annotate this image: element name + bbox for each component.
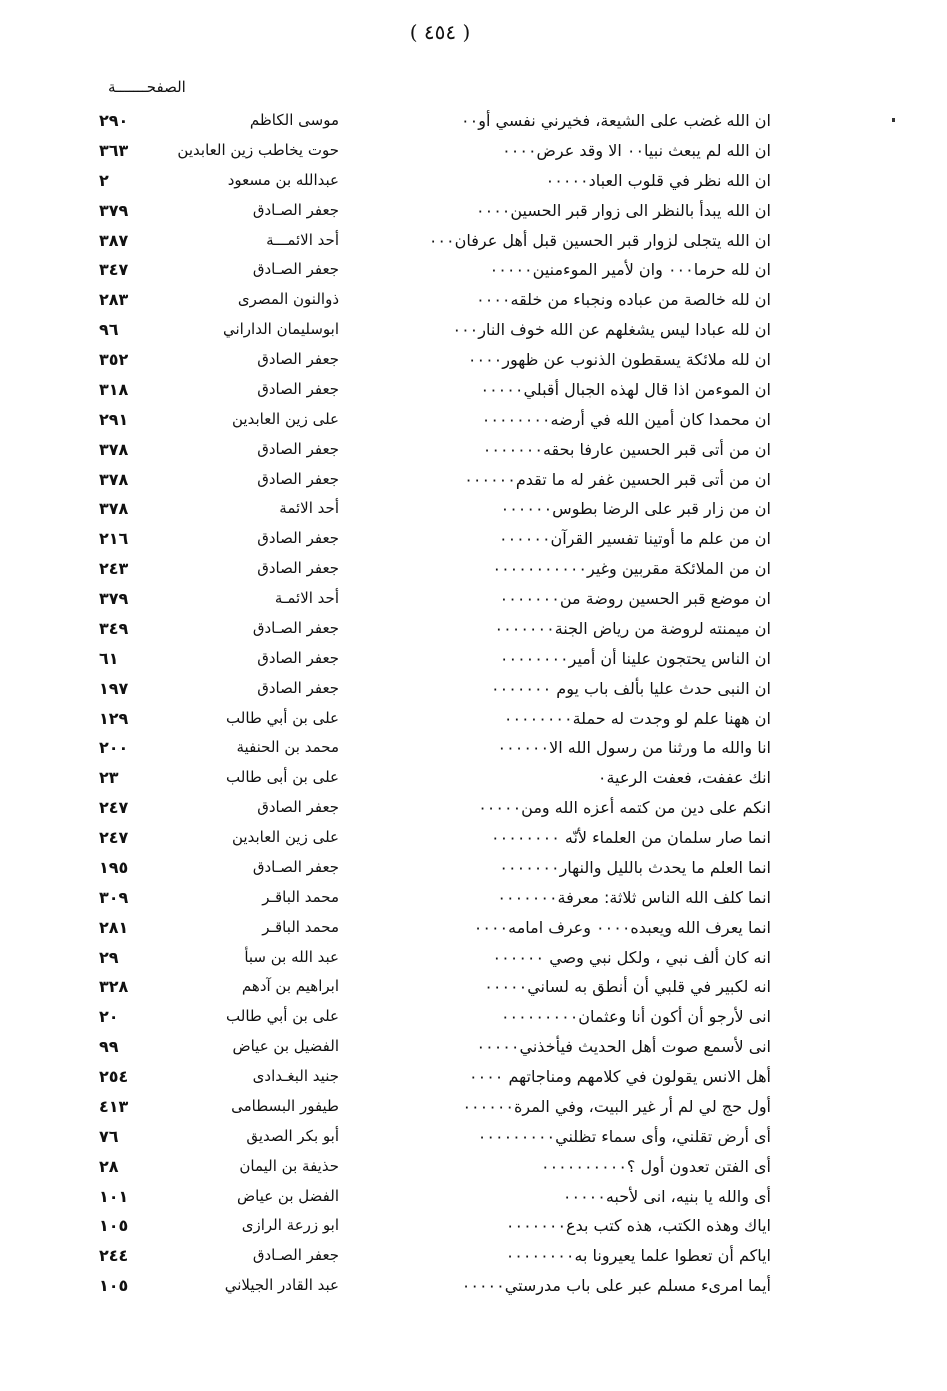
hadith-incipit: ان الموءمن اذا قال لهذه الجبال أقبلي٠٠٠٠٠ bbox=[480, 379, 771, 399]
page-reference: ٢٣ bbox=[99, 768, 119, 788]
narrator-name: على زين العابدين bbox=[232, 828, 339, 846]
narrator-name: الفضل بن عياض bbox=[236, 1186, 339, 1205]
index-row bbox=[0, 1213, 947, 1243]
page-reference: ٢٤٧ bbox=[99, 798, 129, 818]
index-table bbox=[0, 108, 947, 1303]
narrator-name: على بن أبي طالب bbox=[226, 1007, 339, 1026]
index-row bbox=[0, 467, 947, 497]
page-reference: ٢٠ bbox=[99, 1007, 119, 1027]
page-reference: ٣٧٨ bbox=[99, 499, 129, 519]
index-row bbox=[0, 407, 947, 437]
page-reference: ٢٩١ bbox=[99, 409, 129, 429]
page-reference: ٢٨٣ bbox=[99, 290, 129, 310]
index-row bbox=[0, 556, 947, 586]
hadith-incipit: أى الفتن تعدون أول ؟٠٠٠٠٠٠٠٠٠٠ bbox=[540, 1156, 771, 1176]
hadith-incipit: انك عففت، فعفت الرعية٠ bbox=[597, 768, 771, 788]
narrator-name: جعفر الصـادق bbox=[252, 618, 339, 637]
hadith-incipit: ان من الملائكة مقربين وغير٠٠٠٠٠٠٠٠٠٠٠ bbox=[492, 559, 771, 579]
page-reference: ٢٨ bbox=[99, 1156, 119, 1176]
index-row bbox=[0, 586, 947, 616]
index-row bbox=[0, 496, 947, 526]
index-row bbox=[0, 945, 947, 975]
page-reference: ٣٧٩ bbox=[99, 200, 129, 220]
narrator-name: حذيفة بن اليمان bbox=[239, 1156, 339, 1175]
narrator-name: على بن أبي طالب bbox=[226, 708, 339, 727]
index-row bbox=[0, 347, 947, 377]
hadith-incipit: ان لله عبادا ليس يشغلهم عن الله خوف النار٠٠٠ bbox=[452, 320, 771, 340]
narrator-name: جعفر الصادق bbox=[257, 529, 339, 548]
page-reference: ٣٥٢ bbox=[99, 350, 129, 369]
hadith-incipit: ان الله يبدأ بالنظر الى زوار قبر الحسين٠٠٠٠ bbox=[476, 200, 771, 220]
hadith-incipit: ان الله يتجلى لزوار قبر الحسين قبل أهل عرفان٠٠٠ bbox=[428, 230, 771, 250]
narrator-name: ابراهيم بن آدهم bbox=[241, 977, 339, 996]
hadith-incipit: ان موضع قبر الحسين روضة من٠٠٠٠٠٠٠ bbox=[499, 589, 771, 608]
narrator-name: عبد القادر الجيلاني bbox=[224, 1276, 339, 1295]
narrator-name: جعفر الصـادق bbox=[252, 857, 339, 876]
page-reference: ٢٨١ bbox=[99, 917, 129, 937]
hadith-incipit: ان الله غضب على الشيعة، فخيرني نفسي أو٠٠ bbox=[461, 111, 771, 130]
hadith-incipit: انكم على دين من كتمه أعزه الله ومن٠٠٠٠٠ bbox=[478, 798, 771, 818]
hadith-incipit: ان لله حرما٠٠٠ وان لأمير الموءمنين٠٠٠٠٠ bbox=[489, 260, 771, 280]
page-reference: ٢٤٧ bbox=[99, 828, 129, 847]
page-reference: ٢٩٠ bbox=[99, 111, 129, 130]
index-row bbox=[0, 1124, 947, 1154]
page-reference: ٢ bbox=[99, 170, 109, 190]
index-row bbox=[0, 765, 947, 795]
index-row bbox=[0, 228, 947, 258]
page-column-header: الصفحـــــــة bbox=[108, 78, 186, 96]
index-row bbox=[0, 287, 947, 317]
narrator-name: على بن أبى طالب bbox=[226, 768, 339, 787]
narrator-name: أحد الائمـة bbox=[274, 589, 339, 607]
index-row bbox=[0, 317, 947, 347]
narrator-name: جعفر الصادق bbox=[257, 350, 339, 368]
index-row bbox=[0, 735, 947, 765]
hadith-incipit: ان ههنا علم لو وجدت له حملة٠٠٠٠٠٠٠٠ bbox=[503, 708, 771, 728]
hadith-incipit: أول حج لي لم أر غير البيت، وفي المرة٠٠٠٠٠٠ bbox=[462, 1096, 771, 1116]
page-reference: ٢١٦ bbox=[99, 529, 129, 549]
hadith-incipit: ان من علم ما أوتينا تفسير القرآن٠٠٠٠٠٠ bbox=[498, 529, 771, 549]
page-reference: ٩٦ bbox=[99, 320, 119, 340]
page-reference: ٧٦ bbox=[99, 1126, 119, 1146]
page-reference: ٣٢٨ bbox=[99, 977, 129, 997]
index-row bbox=[0, 437, 947, 467]
index-row bbox=[0, 1243, 947, 1273]
index-row bbox=[0, 1034, 947, 1064]
index-row bbox=[0, 676, 947, 706]
hadith-incipit: اياكم أن تعطوا علما يعيرونا به٠٠٠٠٠٠٠٠ bbox=[505, 1246, 771, 1266]
index-row bbox=[0, 1064, 947, 1094]
narrator-name: أحد الائمة bbox=[279, 499, 339, 518]
narrator-name: جعفر الصـادق bbox=[252, 1246, 339, 1265]
hadith-incipit: ان الله لم يبعث نبيا٠٠ الا وقد عرض٠٠٠٠ bbox=[502, 140, 771, 160]
page-reference: ٤١٣ bbox=[99, 1096, 129, 1116]
narrator-name: جعفر الصادق bbox=[257, 439, 339, 458]
narrator-name: طيفور البسطامى bbox=[231, 1096, 339, 1115]
narrator-name: جعفر الصادق bbox=[257, 469, 339, 488]
page-reference: ١٢٩ bbox=[99, 708, 129, 728]
hadith-incipit: انه كان ألف نبي ، ولكل نبي وصي ٠٠٠٠٠٠ bbox=[492, 947, 771, 967]
hadith-incipit: ان الله نظر في قلوب العباد٠٠٠٠٠ bbox=[545, 170, 771, 190]
page-reference: ٢٥٤ bbox=[99, 1067, 129, 1086]
page-reference: ١٠١ bbox=[99, 1186, 129, 1206]
narrator-name: الفضيل بن عياض bbox=[232, 1037, 339, 1056]
page-reference: ٣٦٣ bbox=[99, 140, 129, 160]
hadith-incipit: ان لله خالصة من عباده ونجباء من خلقه٠٠٠٠ bbox=[476, 290, 771, 310]
index-row bbox=[0, 616, 947, 646]
page-reference: ٣٨٧ bbox=[99, 230, 129, 250]
index-row bbox=[0, 1094, 947, 1124]
hadith-incipit: أهل الانس يقولون في كلامهم ومناجاتهم ٠٠٠٠ bbox=[469, 1067, 771, 1086]
hadith-incipit: ان ميمنته لروضة من رياض الجنة٠٠٠٠٠٠٠ bbox=[494, 618, 771, 638]
narrator-name: أحد الائمـــة bbox=[266, 230, 339, 249]
hadith-incipit: انا والله ما ورثنا من رسول الله الا٠٠٠٠٠٠ bbox=[497, 738, 771, 758]
page-reference: ٢٩ bbox=[99, 947, 119, 967]
page-reference: ٢٠٠ bbox=[99, 738, 129, 758]
page-reference: ٣٧٨ bbox=[99, 439, 129, 459]
index-row bbox=[0, 974, 947, 1004]
index-row bbox=[0, 825, 947, 855]
narrator-name: جعفر الصادق bbox=[257, 678, 339, 697]
index-row bbox=[0, 855, 947, 885]
index-row bbox=[0, 1184, 947, 1214]
page-reference: ٣٧٩ bbox=[99, 589, 129, 608]
index-row bbox=[0, 1154, 947, 1184]
hadith-incipit: ان من أتى قبر الحسين غفر له ما تقدم٠٠٠٠٠٠ bbox=[464, 469, 771, 489]
narrator-name: جعفر الصـادق bbox=[252, 260, 339, 279]
narrator-name: جعفر الصادق bbox=[257, 798, 339, 817]
hadith-incipit: انى لأسمع صوت أهل الحديث فيأخذني٠٠٠٠٠ bbox=[476, 1037, 771, 1057]
hadith-incipit: انه لكبير في قلبي أن أنطق به لساني٠٠٠٠٠ bbox=[484, 977, 771, 997]
hadith-incipit: انى لأرجو أن أكون أنا وعثمان٠٠٠٠٠٠٠٠٠ bbox=[500, 1007, 771, 1027]
narrator-name: محمد الباقـر bbox=[262, 917, 339, 936]
index-row bbox=[0, 1273, 947, 1303]
hadith-incipit: انما كلف الله الناس ثلاثة: معرفة٠٠٠٠٠٠٠ bbox=[497, 887, 771, 907]
index-row bbox=[0, 885, 947, 915]
narrator-name: ذوالنون المصرى bbox=[237, 290, 339, 309]
page-reference: ١٩٥ bbox=[99, 857, 129, 877]
page-reference: ٣٧٨ bbox=[99, 469, 129, 489]
narrator-name: محمد الباقـر bbox=[262, 887, 339, 906]
narrator-name: حوت يخاطب زين العابدين bbox=[177, 140, 339, 159]
narrator-name: على زين العابدين bbox=[232, 409, 339, 428]
hadith-incipit: انما العلم ما يحدث بالليل والنهار٠٠٠٠٠٠٠ bbox=[499, 857, 771, 877]
hadith-incipit: ان لله ملائكة يسقطون الذنوب عن ظهور٠٠٠٠ bbox=[467, 350, 771, 369]
hadith-incipit: ان الناس يحتجون علينا أن أمير٠٠٠٠٠٠٠٠ bbox=[499, 648, 771, 668]
hadith-incipit: أى والله يا بنيه، انى لأحبه٠٠٠٠٠ bbox=[562, 1186, 771, 1206]
index-row bbox=[0, 795, 947, 825]
index-row bbox=[0, 526, 947, 556]
hadith-incipit: أى أرض تقلني، وأى سماء تظلني٠٠٠٠٠٠٠٠٠ bbox=[477, 1126, 771, 1146]
narrator-name: ابو زرعة الرازى bbox=[241, 1216, 339, 1235]
index-row bbox=[0, 377, 947, 407]
page-reference: ٦١ bbox=[99, 648, 119, 668]
hadith-incipit: انما يعرف الله ويعبده٠٠٠٠ وعرف امامه٠٠٠٠ bbox=[473, 917, 771, 937]
narrator-name: موسى الكاظم bbox=[249, 111, 339, 129]
narrator-name: عبد الله بن سبأ bbox=[244, 947, 339, 966]
hadith-incipit: اياك وهذه الكتب، هذه كتب بدع٠٠٠٠٠٠٠ bbox=[505, 1216, 771, 1236]
index-row bbox=[0, 138, 947, 168]
page-reference: ١٩٧ bbox=[99, 678, 129, 698]
page-reference: ٣٠٩ bbox=[99, 887, 129, 907]
page-reference: ١٠٥ bbox=[99, 1276, 129, 1296]
narrator-name: جنيد البغـدادى bbox=[252, 1067, 339, 1085]
page-reference: ١٠٥ bbox=[99, 1216, 129, 1236]
hadith-incipit: ان النبى حدث عليا بألف باب يوم ٠٠٠٠٠٠٠ bbox=[491, 678, 771, 698]
page-reference: ٢٤٤ bbox=[99, 1246, 129, 1266]
page-reference: ٢٤٣ bbox=[99, 559, 129, 579]
narrator-name: ابوسليمان الداراني bbox=[222, 320, 339, 339]
narrator-name: جعفر الصادق bbox=[257, 648, 339, 667]
index-row bbox=[0, 108, 947, 138]
narrator-name: محمد بن الحنفية bbox=[236, 738, 339, 757]
index-row bbox=[0, 646, 947, 676]
index-row bbox=[0, 915, 947, 945]
hadith-incipit: ان من زار قبر على الرضا بطوس٠٠٠٠٠٠ bbox=[500, 499, 771, 519]
index-row bbox=[0, 168, 947, 198]
narrator-name: جعفر الصـادق bbox=[252, 200, 339, 219]
hadith-incipit: ان من أتى قبر الحسين عارفا بحقه٠٠٠٠٠٠٠ bbox=[482, 439, 771, 459]
index-row bbox=[0, 198, 947, 228]
narrator-name: عبدالله بن مسعود bbox=[227, 170, 339, 189]
page-reference: ٩٩ bbox=[99, 1037, 119, 1057]
narrator-name: أبو بكر الصديق bbox=[246, 1126, 339, 1145]
hadith-incipit: ان محمدا كان أمين الله في أرضه٠٠٠٠٠٠٠٠ bbox=[481, 409, 771, 429]
index-row bbox=[0, 1004, 947, 1034]
narrator-name: جعفر الصادق bbox=[257, 559, 339, 578]
page-reference: ٣١٨ bbox=[99, 379, 129, 399]
page-reference: ٣٤٩ bbox=[99, 618, 129, 638]
hadith-incipit: انما صار سلمان من العلماء لأنّه ٠٠٠٠٠٠٠٠ bbox=[491, 828, 771, 847]
page-reference: ٣٤٧ bbox=[99, 260, 129, 280]
page-number: ( ٤٥٤ ) bbox=[409, 20, 471, 44]
narrator-name: جعفر الصادق bbox=[257, 379, 339, 398]
index-row bbox=[0, 257, 947, 287]
hadith-incipit: أيما امرىء مسلم عبر على باب مدرستي٠٠٠٠٠ bbox=[461, 1276, 771, 1296]
index-row bbox=[0, 706, 947, 736]
